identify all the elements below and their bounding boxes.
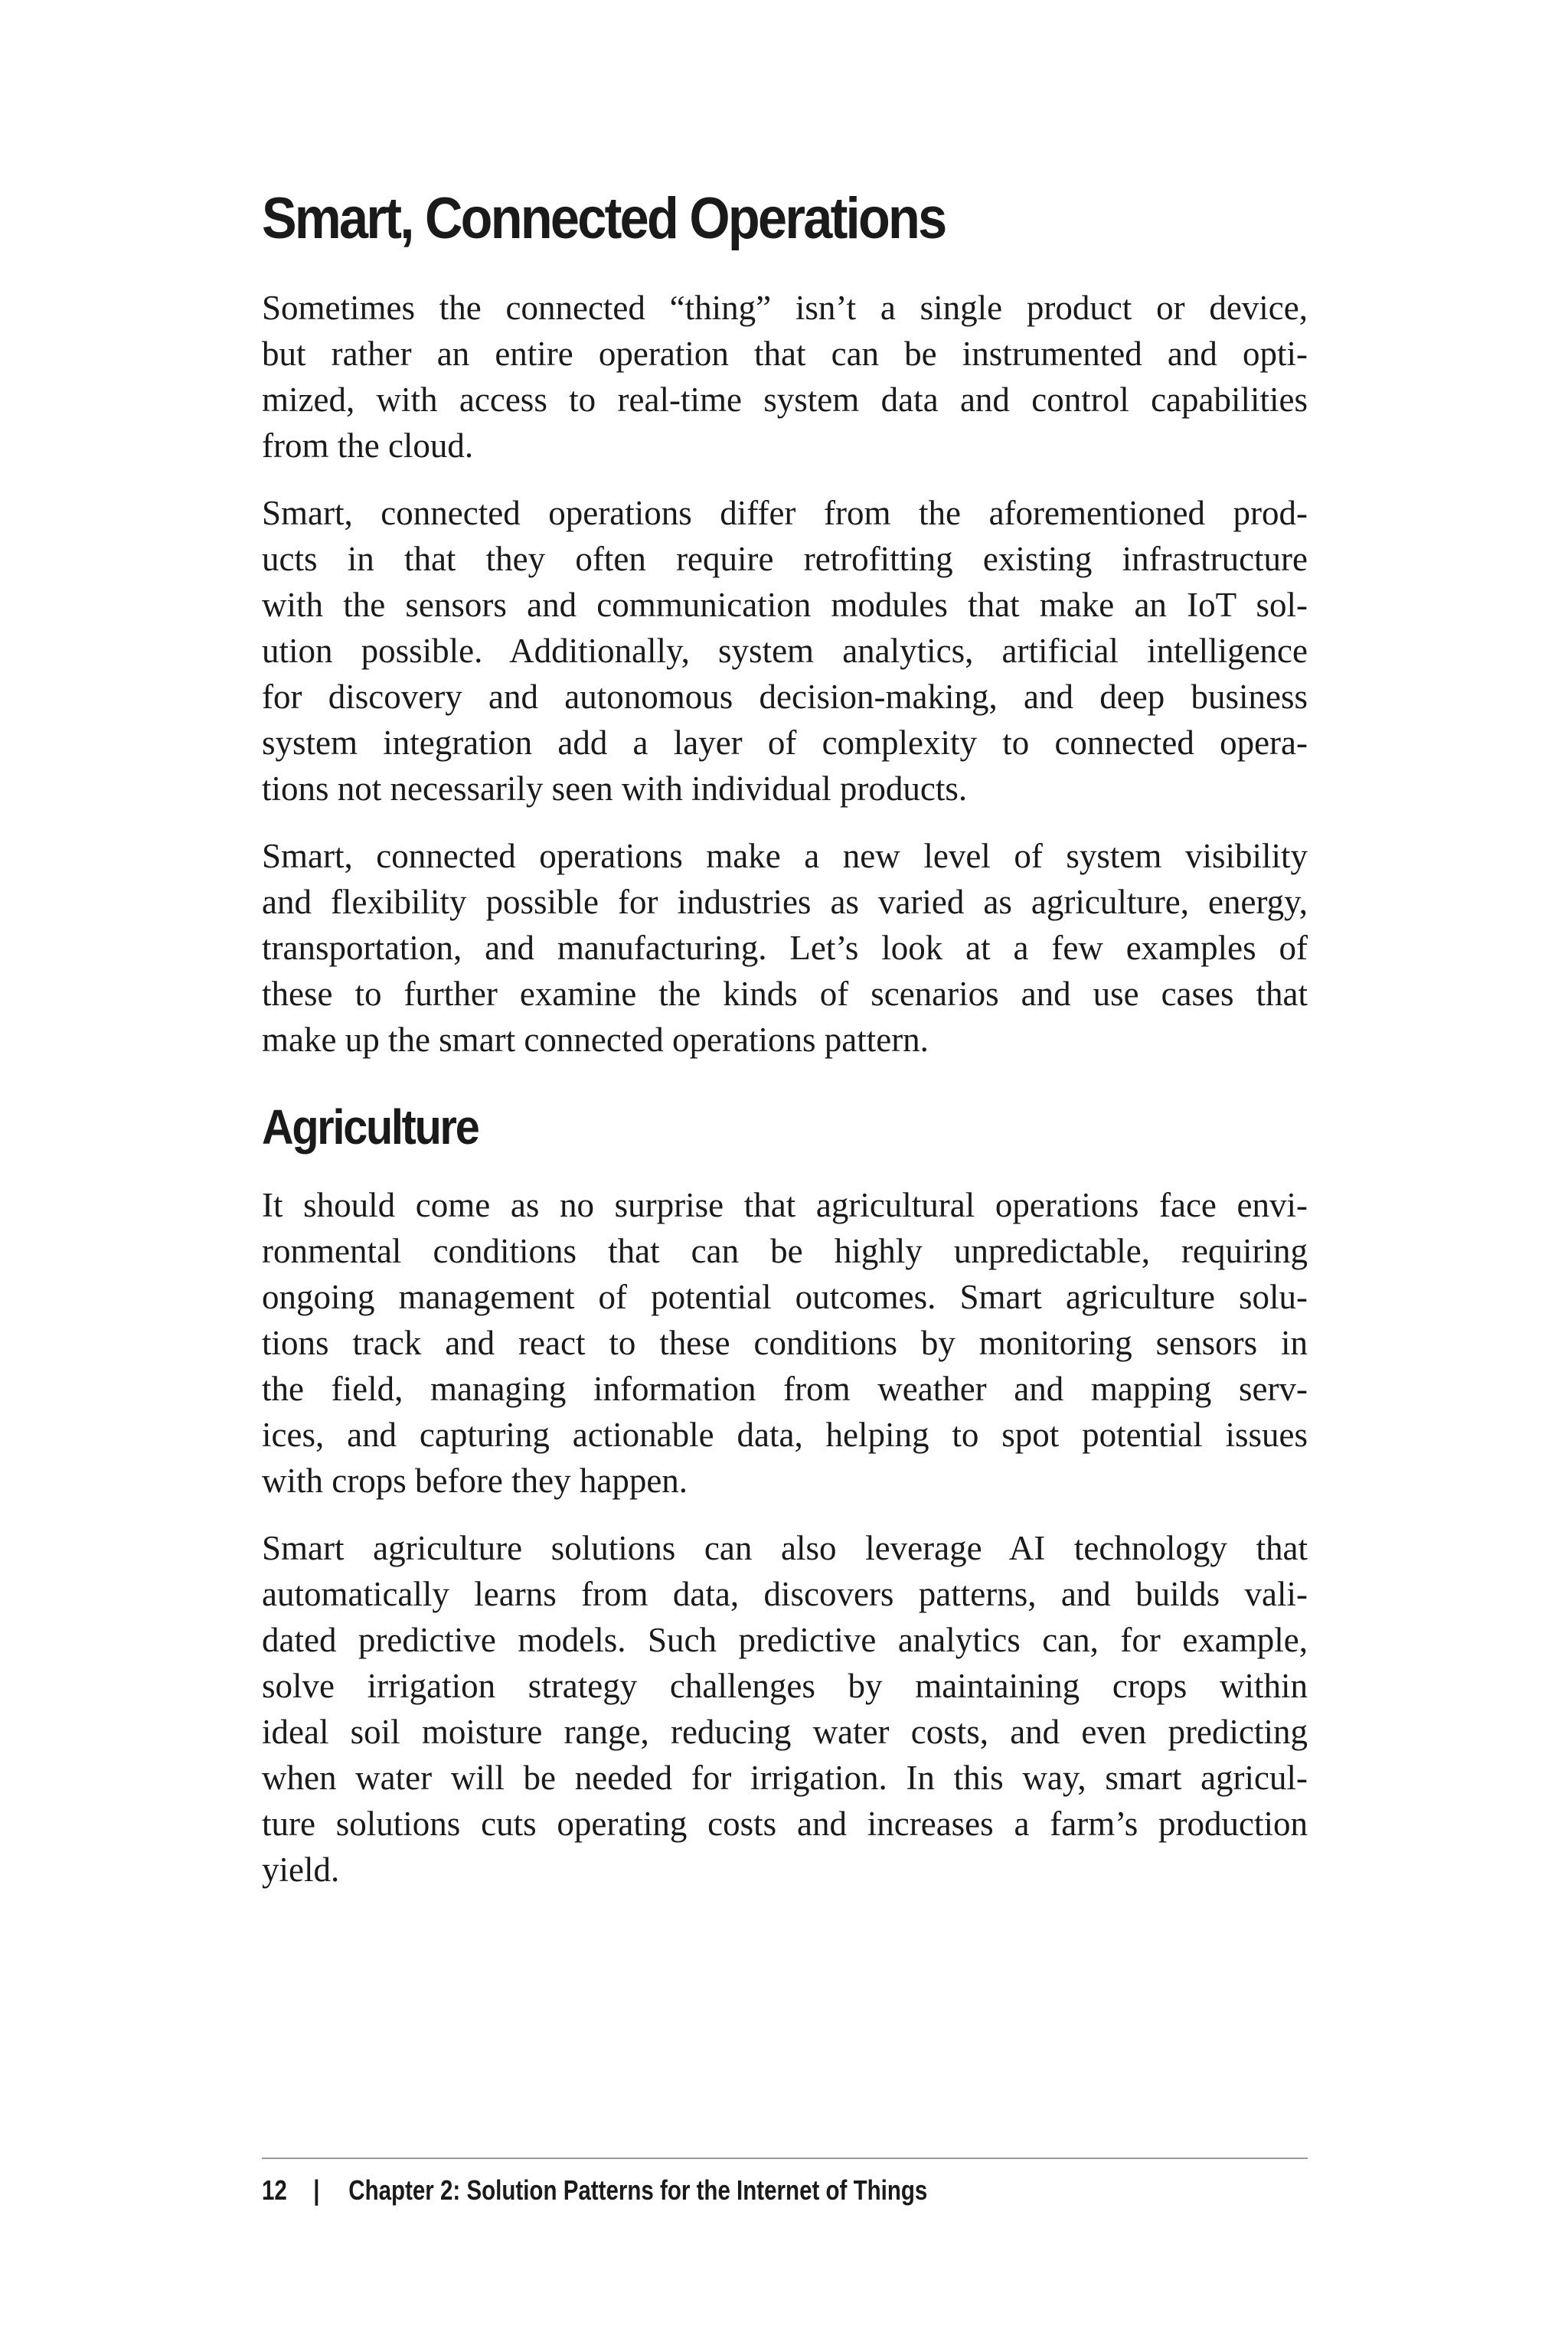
text-line: the field, managing information from weather and mapping serv- [262,1370,1308,1408]
text-line: tions not necessarily seen with individual products. [262,769,968,808]
text-line: yield. [262,1851,340,1889]
text-line: Sometimes the connected “thing” isn’t a single product or device, [262,289,1308,327]
text-line: tions track and react to these conditions by monitoring sensors in [262,1324,1308,1362]
text-line: ideal soil moisture range, reducing water costs, and even predicting [262,1713,1308,1751]
footer-separator: | [313,2174,320,2206]
paragraph-agriculture-2 [262,1525,1308,1893]
text-line: dated predictive models. Such predictive analytics can, for example, [262,1621,1308,1659]
text-line: ution possible. Additionally, system analytics, artificial intelligence [262,632,1308,670]
text-line: for discovery and autonomous decision-making, and deep business [262,678,1308,716]
paragraph-intro-3 [262,833,1308,1063]
text-line: and flexibility possible for industries as varied as agriculture, energy, [262,883,1308,921]
text-line: but rather an entire operation that can be instrumented and opti- [262,335,1308,373]
text-line: ucts in that they often require retrofitting existing infrastructure [262,540,1308,578]
paragraph-intro-1 [262,285,1308,469]
text-line: these to further examine the kinds of scenarios and use cases that [262,975,1308,1013]
page-footer [262,2171,927,2210]
text-line: ronmental conditions that can be highly unpredictable, requiring [262,1232,1308,1270]
text-line: solve irrigation strategy challenges by maintaining crops within [262,1667,1308,1705]
text-line: system integration add a layer of complexity to connected opera- [262,724,1308,762]
text-line: Smart, connected operations make a new level of system visibility [262,837,1308,875]
page-number: 12 [262,2174,287,2206]
text-line: when water will be needed for irrigation. In this way, smart agricul- [262,1759,1308,1797]
text-line: with the sensors and communication modules that make an IoT sol- [262,586,1308,624]
footer-divider [262,2158,1308,2159]
text-line: Smart agriculture solutions can also leverage AI technology that [262,1529,1308,1567]
chapter-title: Chapter 2: Solution Patterns for the Internet of Things [348,2174,928,2206]
paragraph-agriculture-1 [262,1182,1308,1504]
text-line: ices, and capturing actionable data, helping to spot potential issues [262,1416,1308,1454]
subsection-heading: Agriculture [262,1099,479,1155]
paragraph-intro-2 [262,490,1308,812]
text-line: mized, with access to real-time system data and control capabilities [262,381,1308,419]
text-line: from the cloud. [262,426,474,465]
section-heading: Smart, Connected Operations [262,186,946,251]
text-line: with crops before they happen. [262,1462,688,1500]
text-line: ture solutions cuts operating costs and increases a farm’s production [262,1805,1308,1843]
text-line: transportation, and manufacturing. Let’s look at a few examples of [262,929,1308,967]
text-line: It should come as no surprise that agricultural operations face envi- [262,1186,1308,1224]
text-line: ongoing management of potential outcomes. Smart agriculture solu- [262,1278,1308,1316]
text-line: make up the smart connected operations pattern. [262,1021,929,1059]
text-line: Smart, connected operations differ from the aforementioned prod- [262,494,1308,532]
text-line: automatically learns from data, discovers patterns, and builds vali- [262,1575,1308,1613]
page [262,0,1308,2352]
